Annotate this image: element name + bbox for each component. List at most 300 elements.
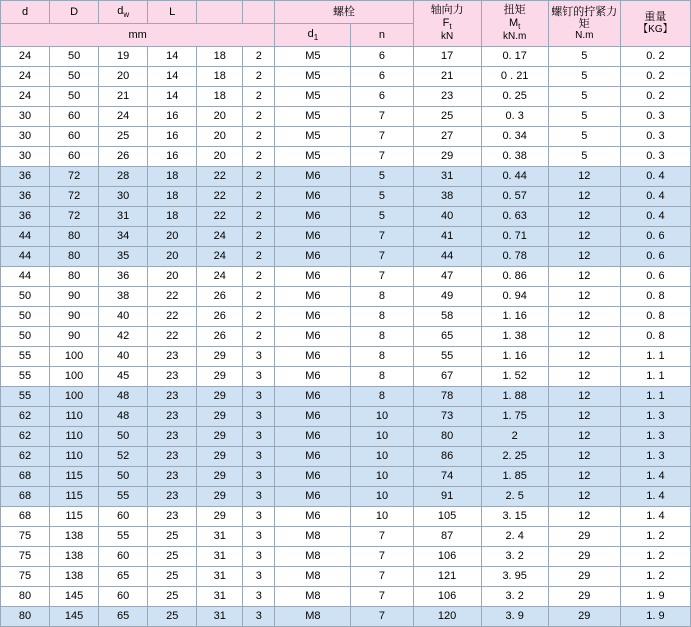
table-row bbox=[1, 207, 691, 227]
header-weight-unit: 【KG】 bbox=[638, 24, 673, 36]
table-cell: M6 bbox=[275, 287, 351, 307]
table-cell: M6 bbox=[275, 367, 351, 387]
header-screw-torque-title: 螺钉的拧紧力矩 bbox=[551, 5, 618, 30]
table-cell: 50 bbox=[50, 67, 99, 87]
table-cell: 55 bbox=[413, 347, 481, 367]
table-cell: 0. 57 bbox=[481, 187, 548, 207]
table-row bbox=[1, 467, 691, 487]
table-cell: 7 bbox=[351, 567, 413, 587]
table-cell: 45 bbox=[99, 367, 148, 387]
table-cell: 23 bbox=[148, 347, 197, 367]
table-row bbox=[1, 267, 691, 287]
table-cell: 0. 8 bbox=[620, 287, 690, 307]
table-cell: 6 bbox=[351, 67, 413, 87]
table-cell: M6 bbox=[275, 307, 351, 327]
table-cell: 7 bbox=[351, 607, 413, 627]
table-row bbox=[1, 527, 691, 547]
table-cell: 68 bbox=[1, 507, 50, 527]
table-cell: 5 bbox=[548, 87, 620, 107]
table-cell: 0. 8 bbox=[620, 327, 690, 347]
table-cell: 8 bbox=[351, 327, 413, 347]
table-cell: 40 bbox=[99, 347, 148, 367]
table-cell: 30 bbox=[1, 107, 50, 127]
table-cell: 3 bbox=[243, 347, 275, 367]
table-cell: 5 bbox=[548, 147, 620, 167]
table-cell: 100 bbox=[50, 347, 99, 367]
table-cell: 20 bbox=[148, 227, 197, 247]
table-cell: 8 bbox=[351, 387, 413, 407]
table-cell: 52 bbox=[99, 447, 148, 467]
table-cell: 5 bbox=[351, 207, 413, 227]
table-cell: M6 bbox=[275, 207, 351, 227]
table-cell: 47 bbox=[413, 267, 481, 287]
table-cell: 2 bbox=[243, 187, 275, 207]
table-row bbox=[1, 147, 691, 167]
axial-force-sub: t bbox=[449, 22, 452, 32]
table-cell: 3 bbox=[243, 447, 275, 467]
table-cell: 29 bbox=[548, 567, 620, 587]
table-cell: M6 bbox=[275, 487, 351, 507]
header-axial-force-unit: kN bbox=[440, 31, 454, 43]
table-cell: 55 bbox=[1, 387, 50, 407]
table-cell: 60 bbox=[99, 547, 148, 567]
table-cell: 2. 4 bbox=[481, 527, 548, 547]
table-cell: 12 bbox=[548, 267, 620, 287]
table-cell: 5 bbox=[548, 47, 620, 67]
table-cell: 29 bbox=[197, 367, 243, 387]
header-d1 bbox=[275, 24, 351, 47]
table-cell: 7 bbox=[351, 527, 413, 547]
table-cell: 6 bbox=[351, 47, 413, 67]
table-cell: 106 bbox=[413, 587, 481, 607]
header-torque-unit: kN.m bbox=[503, 31, 527, 43]
table-cell: 31 bbox=[197, 547, 243, 567]
table-cell: M5 bbox=[275, 87, 351, 107]
table-cell: 18 bbox=[197, 87, 243, 107]
table-cell: 3 bbox=[243, 587, 275, 607]
table-cell: 0. 2 bbox=[620, 87, 690, 107]
table-cell: 23 bbox=[148, 487, 197, 507]
table-cell: 20 bbox=[99, 67, 148, 87]
table-cell: 0. 38 bbox=[481, 147, 548, 167]
table-cell: 31 bbox=[197, 607, 243, 627]
header-n: n bbox=[351, 24, 413, 47]
table-cell: 18 bbox=[197, 67, 243, 87]
table-cell: 12 bbox=[548, 347, 620, 367]
table-cell: 23 bbox=[148, 407, 197, 427]
header-dw-label: d bbox=[117, 4, 124, 17]
header-row-1 bbox=[1, 1, 691, 24]
table-cell: 22 bbox=[148, 327, 197, 347]
table-cell: 12 bbox=[548, 307, 620, 327]
table-cell: 2 bbox=[243, 267, 275, 287]
table-cell: 0. 3 bbox=[620, 107, 690, 127]
table-cell: 31 bbox=[99, 207, 148, 227]
table-cell: 12 bbox=[548, 327, 620, 347]
table-cell: 20 bbox=[197, 127, 243, 147]
table-cell: 29 bbox=[197, 347, 243, 367]
table-cell: 1. 1 bbox=[620, 387, 690, 407]
table-cell: 78 bbox=[413, 387, 481, 407]
header-screw-torque-unit: N.m bbox=[575, 29, 594, 41]
table-cell: 10 bbox=[351, 467, 413, 487]
table-cell: 16 bbox=[148, 147, 197, 167]
table-cell: 138 bbox=[50, 567, 99, 587]
table-row bbox=[1, 287, 691, 307]
table-row bbox=[1, 107, 691, 127]
table-cell: 24 bbox=[1, 87, 50, 107]
table-cell: 24 bbox=[197, 267, 243, 287]
table-cell: 17 bbox=[413, 47, 481, 67]
table-cell: 110 bbox=[50, 427, 99, 447]
table-cell: 0. 8 bbox=[620, 307, 690, 327]
table-cell: 22 bbox=[197, 207, 243, 227]
table-cell: 12 bbox=[548, 367, 620, 387]
table-cell: 3. 9 bbox=[481, 607, 548, 627]
table-cell: M6 bbox=[275, 407, 351, 427]
table-cell: 0. 25 bbox=[481, 87, 548, 107]
table-cell: 1. 38 bbox=[481, 327, 548, 347]
table-cell: 24 bbox=[1, 47, 50, 67]
table-cell: M8 bbox=[275, 567, 351, 587]
table-cell: 65 bbox=[413, 327, 481, 347]
header-mm-unit: mm bbox=[1, 24, 275, 47]
table-cell: 44 bbox=[1, 247, 50, 267]
table-cell: 115 bbox=[50, 467, 99, 487]
table-cell: 7 bbox=[351, 127, 413, 147]
table-cell: 27 bbox=[413, 127, 481, 147]
table-cell: 80 bbox=[50, 267, 99, 287]
table-cell: 0. 78 bbox=[481, 247, 548, 267]
table-cell: 1. 9 bbox=[620, 587, 690, 607]
header-D: D bbox=[50, 1, 99, 24]
table-cell: 75 bbox=[1, 567, 50, 587]
table-cell: 34 bbox=[99, 227, 148, 247]
table-cell: 55 bbox=[1, 367, 50, 387]
table-cell: 42 bbox=[99, 327, 148, 347]
table-cell: 105 bbox=[413, 507, 481, 527]
table-cell: 44 bbox=[413, 247, 481, 267]
table-cell: 25 bbox=[148, 567, 197, 587]
header-weight bbox=[620, 1, 690, 47]
table-cell: 80 bbox=[413, 427, 481, 447]
table-cell: 19 bbox=[99, 47, 148, 67]
table-cell: 55 bbox=[99, 487, 148, 507]
table-cell: 49 bbox=[413, 287, 481, 307]
table-cell: 145 bbox=[50, 587, 99, 607]
table-cell: 44 bbox=[1, 267, 50, 287]
header-bolt-group: 螺栓 bbox=[275, 1, 413, 24]
table-row bbox=[1, 227, 691, 247]
header-d1-subscript: 1 bbox=[313, 33, 319, 42]
table-cell: 2. 5 bbox=[481, 487, 548, 507]
table-cell: 3 bbox=[243, 467, 275, 487]
table-cell: 2 bbox=[243, 67, 275, 87]
table-cell: 25 bbox=[148, 607, 197, 627]
table-cell: 3 bbox=[243, 527, 275, 547]
table-cell: 29 bbox=[548, 527, 620, 547]
table-cell: M5 bbox=[275, 67, 351, 87]
table-cell: 0. 2 bbox=[620, 47, 690, 67]
table-cell: M5 bbox=[275, 47, 351, 67]
table-cell: M6 bbox=[275, 267, 351, 287]
table-row bbox=[1, 507, 691, 527]
table-row bbox=[1, 127, 691, 147]
table-cell: 1. 2 bbox=[620, 567, 690, 587]
table-cell: 0. 3 bbox=[620, 147, 690, 167]
table-cell: 25 bbox=[413, 107, 481, 127]
table-cell: M6 bbox=[275, 467, 351, 487]
table-cell: 91 bbox=[413, 487, 481, 507]
table-cell: 2 bbox=[243, 227, 275, 247]
table-cell: 3. 2 bbox=[481, 587, 548, 607]
table-cell: 20 bbox=[197, 107, 243, 127]
table-cell: 60 bbox=[99, 587, 148, 607]
table-body bbox=[1, 47, 691, 627]
table-cell: 0. 3 bbox=[620, 127, 690, 147]
table-cell: 2 bbox=[243, 247, 275, 267]
table-cell: 12 bbox=[548, 167, 620, 187]
table-cell: 90 bbox=[50, 307, 99, 327]
table-row bbox=[1, 67, 691, 87]
table-cell: M6 bbox=[275, 187, 351, 207]
table-cell: 21 bbox=[413, 67, 481, 87]
table-cell: 62 bbox=[1, 427, 50, 447]
table-cell: 25 bbox=[148, 587, 197, 607]
table-cell: 26 bbox=[197, 327, 243, 347]
table-cell: 60 bbox=[50, 107, 99, 127]
table-cell: 10 bbox=[351, 427, 413, 447]
table-cell: 3 bbox=[243, 507, 275, 527]
table-cell: 7 bbox=[351, 147, 413, 167]
table-cell: 0. 3 bbox=[481, 107, 548, 127]
table-cell: 138 bbox=[50, 547, 99, 567]
header-axial-force-symbol bbox=[414, 17, 481, 31]
table-cell: 29 bbox=[197, 467, 243, 487]
table-cell: M5 bbox=[275, 147, 351, 167]
table-cell: 7 bbox=[351, 267, 413, 287]
table-cell: 41 bbox=[413, 227, 481, 247]
table-cell: 12 bbox=[548, 207, 620, 227]
table-cell: 22 bbox=[197, 187, 243, 207]
table-cell: 67 bbox=[413, 367, 481, 387]
table-cell: 80 bbox=[50, 227, 99, 247]
table-cell: 7 bbox=[351, 247, 413, 267]
table-cell: 3. 95 bbox=[481, 567, 548, 587]
table-cell: 55 bbox=[1, 347, 50, 367]
table-cell: 12 bbox=[548, 287, 620, 307]
table-cell: 90 bbox=[50, 327, 99, 347]
table-cell: 80 bbox=[1, 607, 50, 627]
table-row bbox=[1, 487, 691, 507]
table-cell: 3 bbox=[243, 407, 275, 427]
table-cell: 20 bbox=[148, 267, 197, 287]
table-cell: 1. 1 bbox=[620, 367, 690, 387]
table-cell: 30 bbox=[99, 187, 148, 207]
header-L: L bbox=[148, 1, 197, 24]
table-cell: 110 bbox=[50, 447, 99, 467]
table-cell: 8 bbox=[351, 367, 413, 387]
table-cell: M6 bbox=[275, 227, 351, 247]
table-cell: 40 bbox=[99, 307, 148, 327]
table-cell: 50 bbox=[99, 467, 148, 487]
table-cell: 2 bbox=[243, 127, 275, 147]
table-cell: 50 bbox=[50, 47, 99, 67]
table-cell: 24 bbox=[197, 247, 243, 267]
table-cell: M6 bbox=[275, 447, 351, 467]
table-cell: 120 bbox=[413, 607, 481, 627]
table-cell: 1. 1 bbox=[620, 347, 690, 367]
table-cell: 74 bbox=[413, 467, 481, 487]
table-cell: 1. 52 bbox=[481, 367, 548, 387]
table-cell: 12 bbox=[548, 487, 620, 507]
header-blank-2 bbox=[243, 1, 275, 24]
table-cell: 87 bbox=[413, 527, 481, 547]
table-row bbox=[1, 327, 691, 347]
table-cell: 23 bbox=[148, 507, 197, 527]
header-torque-title: 扭矩 bbox=[503, 4, 526, 17]
table-cell: 100 bbox=[50, 387, 99, 407]
table-cell: 0. 6 bbox=[620, 227, 690, 247]
table-cell: 50 bbox=[1, 327, 50, 347]
table-cell: 14 bbox=[148, 87, 197, 107]
table-cell: 23 bbox=[148, 427, 197, 447]
table-cell: 1. 2 bbox=[620, 547, 690, 567]
table-cell: 60 bbox=[50, 127, 99, 147]
table-cell: 31 bbox=[197, 567, 243, 587]
table-cell: 1. 16 bbox=[481, 307, 548, 327]
table-cell: 29 bbox=[548, 587, 620, 607]
table-cell: 29 bbox=[548, 607, 620, 627]
table-cell: 55 bbox=[99, 527, 148, 547]
table-cell: 22 bbox=[148, 307, 197, 327]
table-cell: 0. 4 bbox=[620, 207, 690, 227]
table-cell: 16 bbox=[148, 107, 197, 127]
table-cell: 16 bbox=[148, 127, 197, 147]
table-cell: 12 bbox=[548, 187, 620, 207]
table-row bbox=[1, 387, 691, 407]
table-cell: 60 bbox=[99, 507, 148, 527]
header-d: d bbox=[1, 1, 50, 24]
table-cell: 30 bbox=[1, 147, 50, 167]
table-row bbox=[1, 187, 691, 207]
table-row bbox=[1, 447, 691, 467]
table-cell: 75 bbox=[1, 547, 50, 567]
table-cell: 18 bbox=[148, 207, 197, 227]
table-cell: 26 bbox=[99, 147, 148, 167]
table-cell: 2 bbox=[481, 427, 548, 447]
table-cell: 1. 3 bbox=[620, 427, 690, 447]
table-cell: M6 bbox=[275, 167, 351, 187]
table-cell: 29 bbox=[197, 407, 243, 427]
table-row bbox=[1, 247, 691, 267]
table-cell: 36 bbox=[1, 207, 50, 227]
table-cell: 62 bbox=[1, 407, 50, 427]
table-cell: 10 bbox=[351, 407, 413, 427]
table-cell: 29 bbox=[197, 387, 243, 407]
table-cell: 20 bbox=[197, 147, 243, 167]
table-cell: M6 bbox=[275, 387, 351, 407]
table-cell: 7 bbox=[351, 107, 413, 127]
table-cell: 1. 16 bbox=[481, 347, 548, 367]
table-cell: 7 bbox=[351, 587, 413, 607]
table-row bbox=[1, 167, 691, 187]
table-row bbox=[1, 407, 691, 427]
table-cell: M5 bbox=[275, 107, 351, 127]
table-cell: 0. 86 bbox=[481, 267, 548, 287]
table-cell: 58 bbox=[413, 307, 481, 327]
table-cell: 23 bbox=[148, 367, 197, 387]
table-cell: 138 bbox=[50, 527, 99, 547]
table-cell: 23 bbox=[413, 87, 481, 107]
table-cell: 100 bbox=[50, 367, 99, 387]
table-cell: 2 bbox=[243, 307, 275, 327]
table-cell: 25 bbox=[99, 127, 148, 147]
table-cell: 0. 6 bbox=[620, 267, 690, 287]
table-cell: 25 bbox=[148, 527, 197, 547]
table-cell: 24 bbox=[1, 67, 50, 87]
table-cell: 29 bbox=[548, 547, 620, 567]
table-row bbox=[1, 347, 691, 367]
table-cell: 12 bbox=[548, 387, 620, 407]
table-cell: 36 bbox=[99, 267, 148, 287]
table-cell: 2 bbox=[243, 327, 275, 347]
table-cell: 14 bbox=[148, 47, 197, 67]
table-header bbox=[1, 1, 691, 47]
table-cell: 115 bbox=[50, 507, 99, 527]
table-cell: 145 bbox=[50, 607, 99, 627]
table-cell: 3 bbox=[243, 487, 275, 507]
table-cell: 10 bbox=[351, 507, 413, 527]
table-cell: 3 bbox=[243, 367, 275, 387]
table-cell: 40 bbox=[413, 207, 481, 227]
table-cell: 68 bbox=[1, 487, 50, 507]
table-cell: 3 bbox=[243, 387, 275, 407]
table-cell: 0 . 21 bbox=[481, 67, 548, 87]
table-cell: 1. 2 bbox=[620, 527, 690, 547]
table-cell: 72 bbox=[50, 207, 99, 227]
table-cell: 2 bbox=[243, 147, 275, 167]
table-cell: M5 bbox=[275, 127, 351, 147]
table-cell: 0. 4 bbox=[620, 187, 690, 207]
table-cell: 10 bbox=[351, 487, 413, 507]
table-cell: 80 bbox=[50, 247, 99, 267]
header-axial-force bbox=[413, 1, 481, 47]
table-cell: 72 bbox=[50, 187, 99, 207]
table-cell: M6 bbox=[275, 427, 351, 447]
header-d1-label: d bbox=[307, 27, 314, 40]
table-row bbox=[1, 607, 691, 627]
table-cell: 21 bbox=[99, 87, 148, 107]
table-cell: 6 bbox=[351, 87, 413, 107]
table-cell: 115 bbox=[50, 487, 99, 507]
table-cell: 44 bbox=[1, 227, 50, 247]
table-cell: 3 bbox=[243, 427, 275, 447]
table-cell: 110 bbox=[50, 407, 99, 427]
table-cell: 1. 4 bbox=[620, 487, 690, 507]
table-cell: 5 bbox=[351, 167, 413, 187]
header-torque bbox=[481, 1, 548, 47]
table-cell: 1. 88 bbox=[481, 387, 548, 407]
table-cell: 65 bbox=[99, 567, 148, 587]
table-cell: 31 bbox=[413, 167, 481, 187]
table-cell: 0. 63 bbox=[481, 207, 548, 227]
table-cell: 2. 25 bbox=[481, 447, 548, 467]
table-cell: 0. 4 bbox=[620, 167, 690, 187]
header-dw bbox=[99, 1, 148, 24]
table-cell: 12 bbox=[548, 247, 620, 267]
table-cell: 50 bbox=[50, 87, 99, 107]
